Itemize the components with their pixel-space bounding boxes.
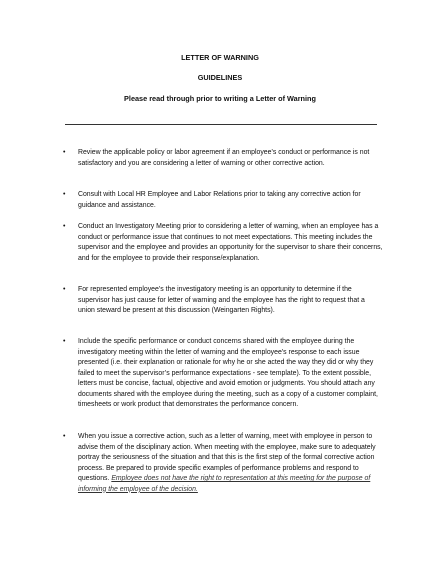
bullet-icon: • <box>63 149 66 156</box>
list-item-text: Conduct an Investigatory Meeting prior to considering a letter of warning, when an employee has a conduct or performance issue that continues to not meet expectations. This meeting includes the supervisor and the employee and provides an opportunity for the supervisor to share their concerns, and for the employee to provide their response/explanation. <box>78 223 383 262</box>
list-item <box>63 222 383 264</box>
bullet-icon: • <box>63 191 66 198</box>
list-item-text: Consult with Local HR Employee and Labor Relations prior to taking any corrective action for guidance and assistance. <box>78 191 361 209</box>
bullet-icon: • <box>63 223 66 230</box>
emphasis-note: Employee does not have the right to representation at this meeting for the purpose of informing the employee of the decision. <box>78 475 371 493</box>
bullet-icon: • <box>63 286 66 293</box>
list-item-text <box>78 432 383 495</box>
document-subtitle: GUIDELINES <box>197 73 243 82</box>
list-item <box>63 432 383 495</box>
list-item <box>63 148 383 169</box>
list-item <box>63 190 383 211</box>
list-item-text: For represented employee’s the investigatory meeting is an opportunity to determine if the supervisor has just cause for letter of warning and the employee has the right to request that a union steward be present at this discussion (Weingarten Rights). <box>78 286 365 315</box>
document-instruction: Please read through prior to writing a Letter of Warning <box>124 94 316 103</box>
list-item <box>63 285 383 317</box>
document-title: LETTER OF WARNING <box>181 53 259 62</box>
bullet-icon: • <box>63 338 66 345</box>
list-item-text: Review the applicable policy or labor agreement if an employee’s conduct or performance is not satisfactory and you are considering a letter of warning or other corrective action. <box>78 149 370 167</box>
list-item-body: When you issue a corrective action, such as a letter of warning, meet with employee in person to advise them of the disciplinary action. When meeting with the employee, make sure to adequately portray the seriousness of the situation and that this is the first step of the formal corrective action process. Be prepared to provide specific examples of performance problems and respond to questions. <box>78 433 376 483</box>
list-item <box>63 337 383 411</box>
horizontal-divider <box>65 124 377 125</box>
list-item-text: Include the specific performance or conduct concerns shared with the employee during the investigatory meeting within the letter of warning and the employee’s response to each issue presented (i.e. their explanation or rationale for why he or she acted the way they did or why they failed to meet the supervisor’s performance expectations - see template). To the extent possible, letters must be concise, factual, objective and avoid emotion or judgments. You should attach any documents shared with the employee during the meeting, such as a copy of a customer complaint, timesheets or work product that demonstrates the performance concern. <box>78 338 378 409</box>
bullet-icon: • <box>63 433 66 440</box>
